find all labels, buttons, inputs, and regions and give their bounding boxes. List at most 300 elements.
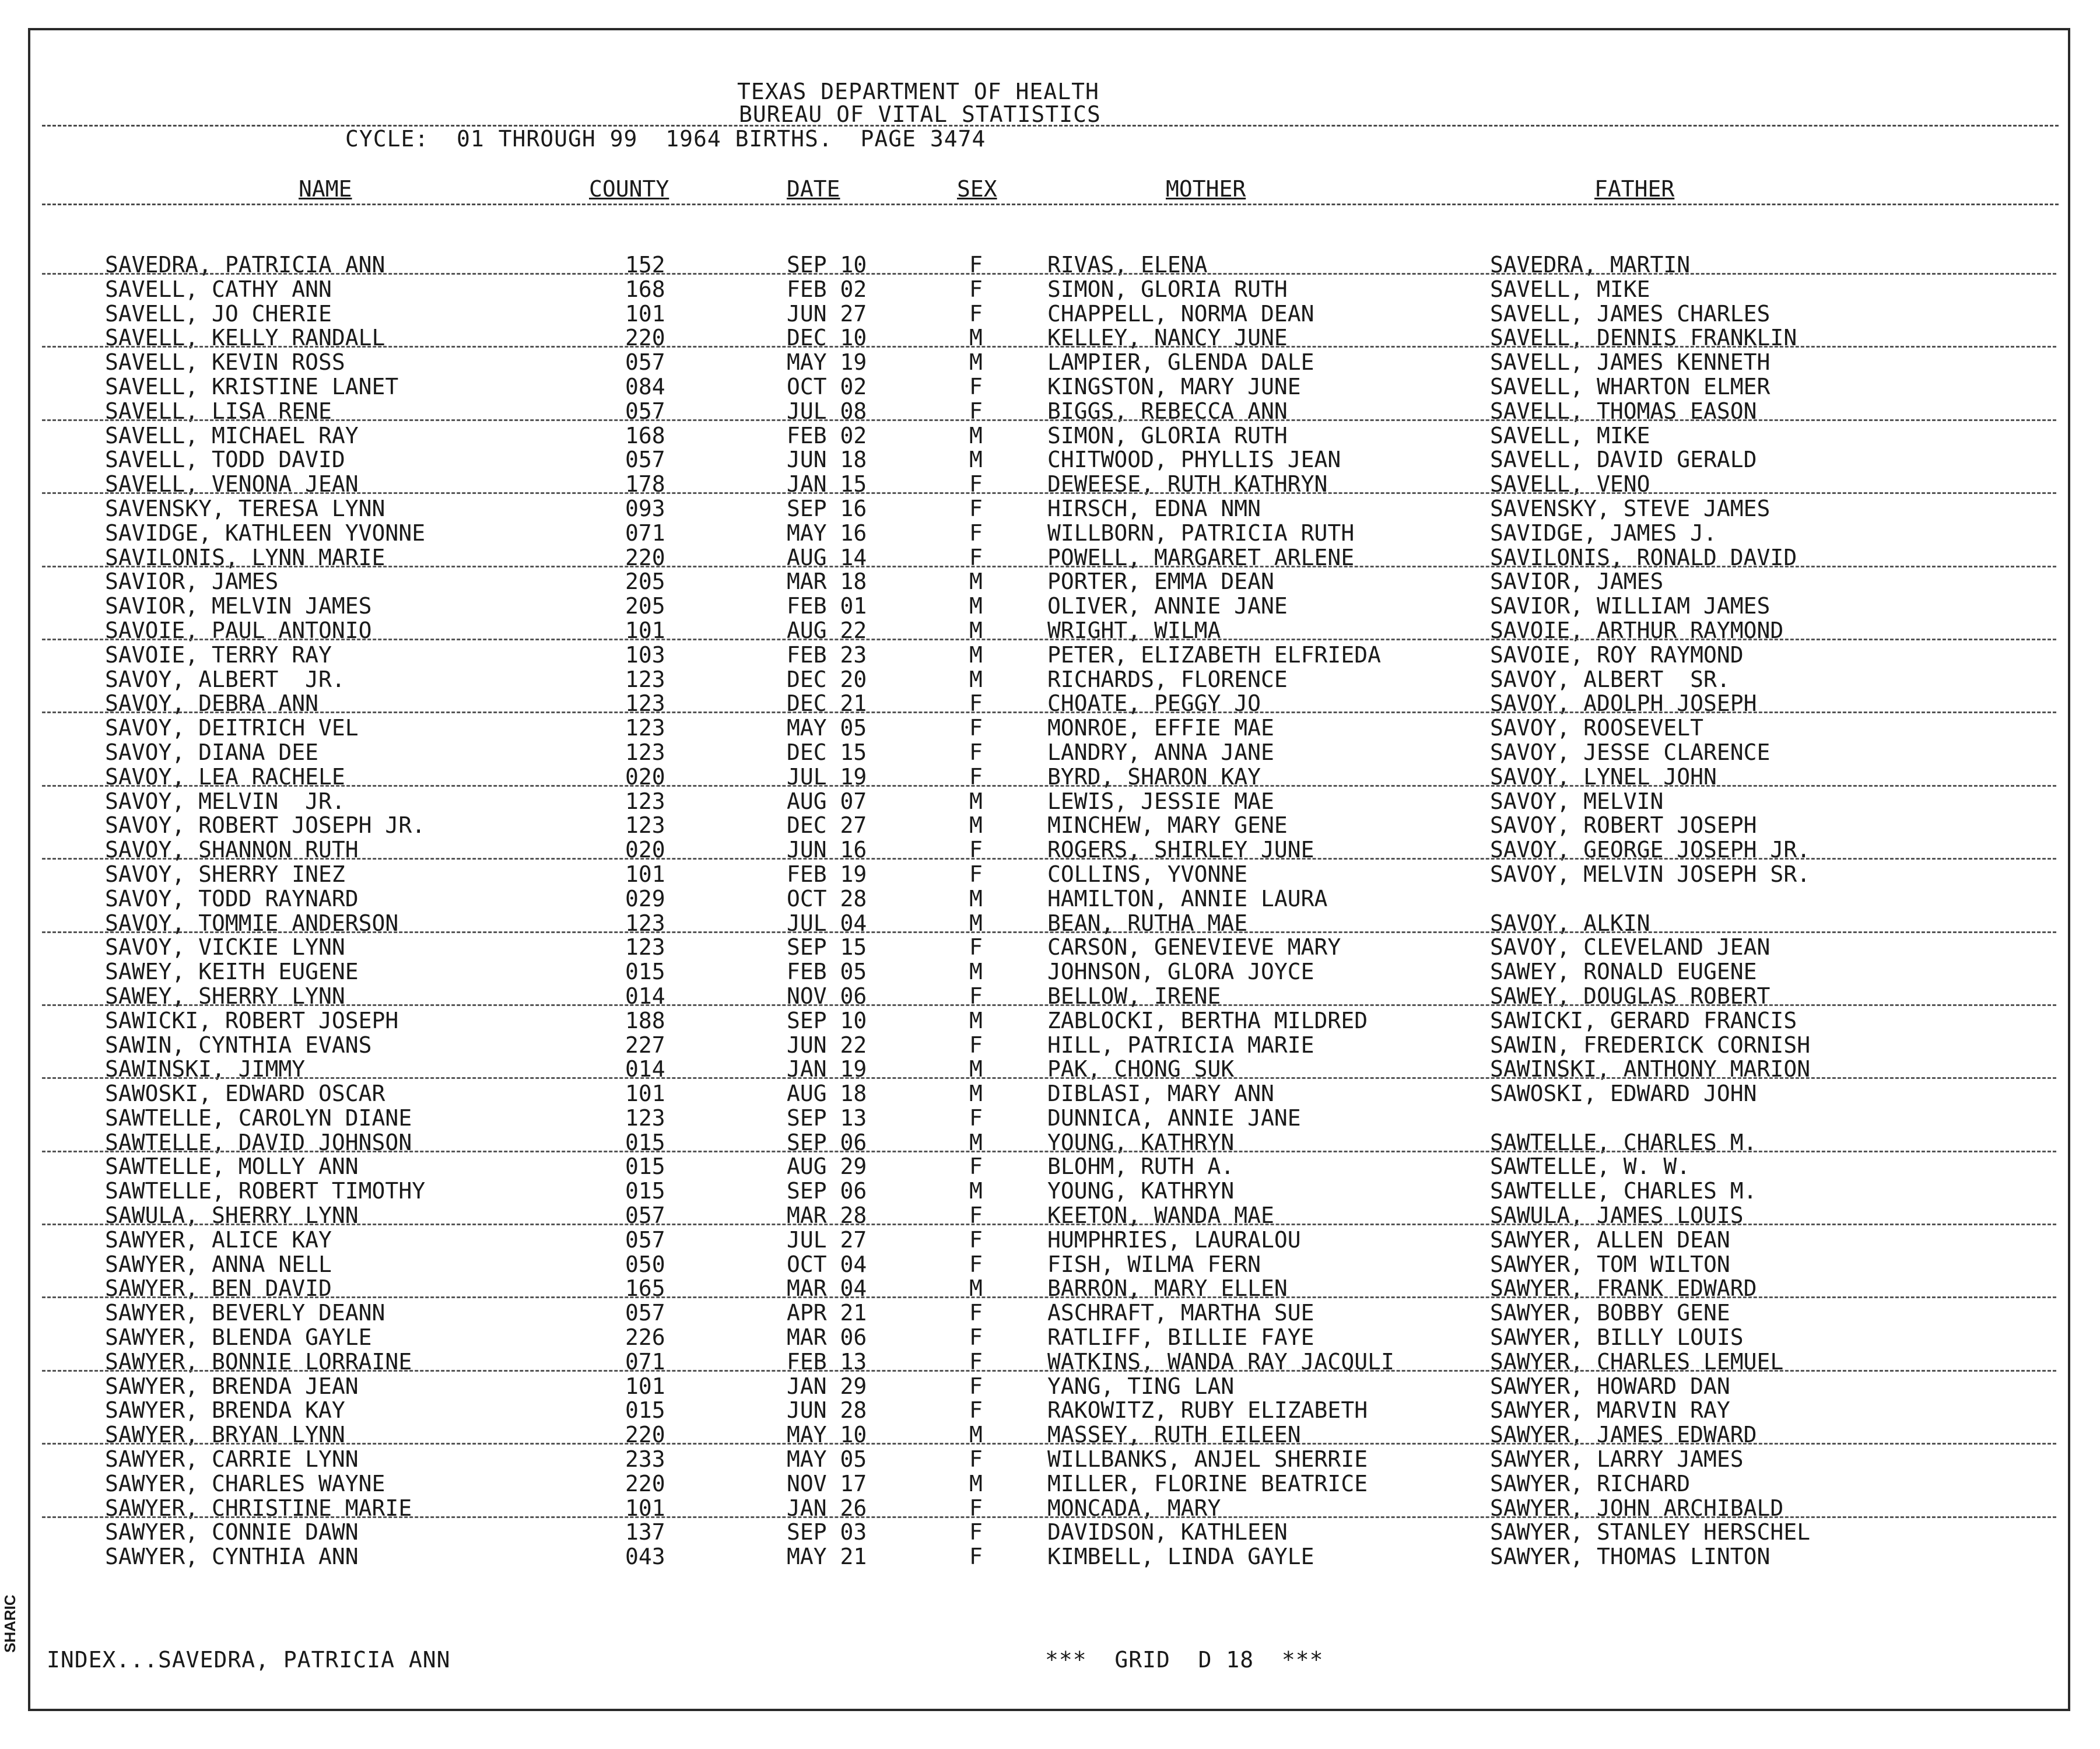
record-sex: F bbox=[969, 520, 983, 546]
record-name: SAWTELLE, ROBERT TIMOTHY bbox=[105, 1178, 426, 1204]
record-county: 015 bbox=[625, 1129, 665, 1155]
record-date: FEB 02 bbox=[787, 276, 867, 302]
record-row bbox=[30, 790, 2068, 814]
record-date: JUN 27 bbox=[787, 300, 867, 327]
record-county: 084 bbox=[625, 373, 665, 399]
record-mother: DUNNICA, ANNIE JANE bbox=[1047, 1105, 1301, 1131]
record-row bbox=[30, 1033, 2068, 1058]
record-mother: KIMBELL, LINDA GAYLE bbox=[1047, 1544, 1314, 1570]
record-row bbox=[30, 1326, 2068, 1350]
record-row bbox=[30, 765, 2068, 790]
record-name: SAWYER, ANNA NELL bbox=[105, 1251, 332, 1277]
record-county: 123 bbox=[625, 666, 665, 692]
record-sex: F bbox=[969, 1251, 983, 1277]
record-name: SAVOY, ALBERT JR. bbox=[105, 666, 345, 692]
record-row bbox=[30, 887, 2068, 912]
record-father: SAWYER, LARRY JAMES bbox=[1490, 1446, 1744, 1473]
record-row bbox=[30, 1375, 2068, 1399]
record-county: 123 bbox=[625, 812, 665, 839]
record-name: SAVOY, TOMMIE ANDERSON bbox=[105, 910, 399, 936]
record-father: SAVOY, ROBERT JOSEPH bbox=[1490, 812, 1757, 839]
record-name: SAWYER, CHARLES WAYNE bbox=[105, 1470, 385, 1496]
record-date: JAN 15 bbox=[787, 471, 867, 497]
record-sex: F bbox=[969, 715, 983, 741]
record-sex: M bbox=[969, 422, 983, 448]
record-county: 014 bbox=[625, 1056, 665, 1082]
record-sex: M bbox=[969, 325, 983, 351]
column-header-rule bbox=[42, 204, 2059, 205]
record-mother: MONROE, EFFIE MAE bbox=[1047, 715, 1274, 741]
record-row bbox=[30, 692, 2068, 716]
record-row bbox=[30, 253, 2068, 278]
record-mother: OLIVER, ANNIE JANE bbox=[1047, 593, 1288, 619]
record-name: SAVELL, KEVIN ROSS bbox=[105, 349, 345, 376]
record-county: 123 bbox=[625, 715, 665, 741]
record-father: SAVIOR, JAMES bbox=[1490, 569, 1664, 595]
record-date: OCT 28 bbox=[787, 885, 867, 912]
record-father: SAWYER, THOMAS LINTON bbox=[1490, 1544, 1771, 1570]
record-date: JUN 28 bbox=[787, 1397, 867, 1424]
record-mother: ROGERS, SHIRLEY JUNE bbox=[1047, 837, 1314, 863]
record-father: SAVOY, ROOSEVELT bbox=[1490, 715, 1704, 741]
record-father: SAWYER, FRANK EDWARD bbox=[1490, 1275, 1757, 1302]
record-county: 014 bbox=[625, 983, 665, 1009]
record-row bbox=[30, 814, 2068, 838]
record-mother: DEWEESE, RUTH KATHRYN bbox=[1047, 471, 1328, 497]
record-date: NOV 17 bbox=[787, 1470, 867, 1496]
record-father: SAVELL, MIKE bbox=[1490, 276, 1650, 302]
record-mother: WILLBANKS, ANJEL SHERRIE bbox=[1047, 1446, 1368, 1473]
record-sex: M bbox=[969, 959, 983, 985]
record-row bbox=[30, 619, 2068, 643]
record-sex: M bbox=[969, 569, 983, 595]
record-name: SAVOY, LEA RACHELE bbox=[105, 763, 345, 790]
record-mother: MILLER, FLORINE BEATRICE bbox=[1047, 1470, 1368, 1496]
record-mother: ZABLOCKI, BERTHA MILDRED bbox=[1047, 1007, 1368, 1033]
record-row bbox=[30, 1179, 2068, 1204]
record-county: 178 bbox=[625, 471, 665, 497]
record-mother: BELLOW, IRENE bbox=[1047, 983, 1221, 1009]
record-name: SAVOY, MELVIN JR. bbox=[105, 788, 345, 814]
record-date: SEP 16 bbox=[787, 495, 867, 521]
record-date: SEP 10 bbox=[787, 252, 867, 278]
record-date: JUN 18 bbox=[787, 447, 867, 473]
record-county: 165 bbox=[625, 1275, 665, 1302]
record-sex: M bbox=[969, 1422, 983, 1448]
record-date: SEP 10 bbox=[787, 1007, 867, 1033]
record-mother: SIMON, GLORIA RUTH bbox=[1047, 422, 1288, 448]
record-row bbox=[30, 838, 2068, 863]
record-row bbox=[30, 1106, 2068, 1131]
record-row bbox=[30, 935, 2068, 960]
column-header-mother: MOTHER bbox=[1166, 176, 1246, 202]
record-row bbox=[30, 1009, 2068, 1033]
record-father: SAWINSKI, ANTHONY MARION bbox=[1490, 1056, 1811, 1082]
record-mother: CHAPPELL, NORMA DEAN bbox=[1047, 300, 1314, 327]
record-mother: RICHARDS, FLORENCE bbox=[1047, 666, 1288, 692]
record-sex: F bbox=[969, 1373, 983, 1399]
record-name: SAVENSKY, TERESA LYNN bbox=[105, 495, 385, 521]
record-county: 152 bbox=[625, 252, 665, 278]
record-sex: F bbox=[969, 1226, 983, 1253]
record-date: MAY 19 bbox=[787, 349, 867, 376]
record-name: SAWYER, BRENDA KAY bbox=[105, 1397, 345, 1424]
record-row bbox=[30, 448, 2068, 472]
record-mother: JOHNSON, GLORA JOYCE bbox=[1047, 959, 1314, 985]
record-county: 015 bbox=[625, 1154, 665, 1180]
record-sex: F bbox=[969, 1519, 983, 1545]
record-sex: F bbox=[969, 1446, 983, 1473]
record-date: SEP 15 bbox=[787, 934, 867, 961]
record-county: 015 bbox=[625, 959, 665, 985]
record-mother: YOUNG, KATHRYN bbox=[1047, 1129, 1235, 1155]
record-sex: M bbox=[969, 666, 983, 692]
record-father: SAVILONIS, RONALD DAVID bbox=[1490, 544, 1797, 570]
record-father: SAVOY, MELVIN bbox=[1490, 788, 1664, 814]
record-county: 029 bbox=[625, 885, 665, 912]
index-footer: INDEX...SAVEDRA, PATRICIA ANN bbox=[47, 1647, 451, 1673]
record-name: SAVIOR, MELVIN JAMES bbox=[105, 593, 372, 619]
record-name: SAWEY, KEITH EUGENE bbox=[105, 959, 359, 985]
record-sex: M bbox=[969, 788, 983, 814]
record-county: 220 bbox=[625, 1470, 665, 1496]
record-sex: F bbox=[969, 1544, 983, 1570]
record-mother: MASSEY, RUTH EILEEN bbox=[1047, 1422, 1301, 1448]
record-county: 205 bbox=[625, 569, 665, 595]
record-name: SAWYER, BEN DAVID bbox=[105, 1275, 332, 1302]
side-mark: SHARIC bbox=[1, 1594, 19, 1653]
record-row bbox=[30, 302, 2068, 327]
record-mother: BEAN, RUTHA MAE bbox=[1047, 910, 1248, 936]
record-mother: BLOHM, RUTH A. bbox=[1047, 1154, 1235, 1180]
record-sex: F bbox=[969, 739, 983, 765]
record-row bbox=[30, 350, 2068, 375]
record-date: MAY 10 bbox=[787, 1422, 867, 1448]
record-date: JUL 04 bbox=[787, 910, 867, 936]
record-row bbox=[30, 1472, 2068, 1496]
record-sex: M bbox=[969, 447, 983, 473]
record-name: SAVOIE, TERRY RAY bbox=[105, 642, 332, 668]
record-row bbox=[30, 1520, 2068, 1545]
bureau-title: BUREAU OF VITAL STATISTICS bbox=[739, 101, 1101, 127]
record-county: 043 bbox=[625, 1544, 665, 1570]
record-mother: BYRD, SHARON KAY bbox=[1047, 763, 1261, 790]
record-name: SAWULA, SHERRY LYNN bbox=[105, 1203, 359, 1229]
record-county: 057 bbox=[625, 1226, 665, 1253]
record-father: SAVELL, MIKE bbox=[1490, 422, 1650, 448]
record-name: SAVELL, KELLY RANDALL bbox=[105, 325, 385, 351]
record-county: 101 bbox=[625, 300, 665, 327]
record-sex: F bbox=[969, 373, 983, 399]
record-father: SAWYER, STANLEY HERSCHEL bbox=[1490, 1519, 1811, 1545]
record-county: 233 bbox=[625, 1446, 665, 1473]
record-name: SAVILONIS, LYNN MARIE bbox=[105, 544, 385, 570]
record-name: SAWYER, CYNTHIA ANN bbox=[105, 1544, 359, 1570]
record-date: DEC 21 bbox=[787, 691, 867, 717]
record-mother: HAMILTON, ANNIE LAURA bbox=[1047, 885, 1328, 912]
record-sex: F bbox=[969, 1348, 983, 1375]
record-county: 123 bbox=[625, 934, 665, 961]
record-sex: F bbox=[969, 837, 983, 863]
record-date: JAN 29 bbox=[787, 1373, 867, 1399]
record-father: SAWYER, ALLEN DEAN bbox=[1490, 1226, 1730, 1253]
record-date: SEP 06 bbox=[787, 1178, 867, 1204]
grid-footer: *** GRID D 18 *** bbox=[1045, 1647, 1324, 1673]
record-date: AUG 22 bbox=[787, 617, 867, 643]
record-sex: F bbox=[969, 1324, 983, 1351]
record-date: MAY 21 bbox=[787, 1544, 867, 1570]
record-county: 220 bbox=[625, 1422, 665, 1448]
record-father: SAVOY, MELVIN JOSEPH SR. bbox=[1490, 861, 1811, 887]
record-row bbox=[30, 741, 2068, 765]
record-father: SAWICKI, GERARD FRANCIS bbox=[1490, 1007, 1797, 1033]
record-county: 226 bbox=[625, 1324, 665, 1351]
record-date: MAR 04 bbox=[787, 1275, 867, 1302]
record-father: SAWYER, RICHARD bbox=[1490, 1470, 1691, 1496]
record-mother: MONCADA, MARY bbox=[1047, 1495, 1221, 1521]
record-county: 071 bbox=[625, 520, 665, 546]
record-date: SEP 06 bbox=[787, 1129, 867, 1155]
record-county: 101 bbox=[625, 1373, 665, 1399]
record-father: SAVELL, JAMES CHARLES bbox=[1490, 300, 1771, 327]
record-father: SAVELL, WHARTON ELMER bbox=[1490, 373, 1771, 399]
record-row bbox=[30, 278, 2068, 302]
record-name: SAVOY, VICKIE LYNN bbox=[105, 934, 345, 961]
record-date: SEP 13 bbox=[787, 1105, 867, 1131]
record-county: 071 bbox=[625, 1348, 665, 1375]
record-father: SAVOIE, ARTHUR RAYMOND bbox=[1490, 617, 1784, 643]
record-father: SAVELL, DAVID GERALD bbox=[1490, 447, 1757, 473]
record-name: SAWYER, CARRIE LYNN bbox=[105, 1446, 359, 1473]
record-row bbox=[30, 863, 2068, 887]
record-mother: BARRON, MARY ELLEN bbox=[1047, 1275, 1288, 1302]
record-county: 123 bbox=[625, 1105, 665, 1131]
record-mother: LEWIS, JESSIE MAE bbox=[1047, 788, 1274, 814]
record-sex: M bbox=[969, 642, 983, 668]
record-row bbox=[30, 1277, 2068, 1301]
record-father: SAVOY, GEORGE JOSEPH JR. bbox=[1490, 837, 1811, 863]
record-county: 103 bbox=[625, 642, 665, 668]
record-sex: F bbox=[969, 1203, 983, 1229]
record-father: SAWYER, BOBBY GENE bbox=[1490, 1300, 1730, 1326]
record-date: OCT 04 bbox=[787, 1251, 867, 1277]
record-father: SAVOY, ALKIN bbox=[1490, 910, 1650, 936]
record-county: 188 bbox=[625, 1007, 665, 1033]
record-sex: F bbox=[969, 1495, 983, 1521]
record-date: JUL 08 bbox=[787, 398, 867, 424]
record-mother: LAMPIER, GLENDA DALE bbox=[1047, 349, 1314, 376]
record-father: SAWTELLE, W. W. bbox=[1490, 1154, 1691, 1180]
record-name: SAVOY, DEITRICH VEL bbox=[105, 715, 359, 741]
record-sex: F bbox=[969, 934, 983, 961]
record-county: 168 bbox=[625, 276, 665, 302]
record-mother: BIGGS, REBECCA ANN bbox=[1047, 398, 1288, 424]
record-mother: COLLINS, YVONNE bbox=[1047, 861, 1248, 887]
record-date: JUL 27 bbox=[787, 1226, 867, 1253]
record-name: SAVOY, SHANNON RUTH bbox=[105, 837, 359, 863]
record-row bbox=[30, 1155, 2068, 1179]
record-date: MAR 18 bbox=[787, 569, 867, 595]
record-mother: RAKOWITZ, RUBY ELIZABETH bbox=[1047, 1397, 1368, 1424]
record-date: DEC 15 bbox=[787, 739, 867, 765]
record-row bbox=[30, 472, 2068, 497]
record-county: 020 bbox=[625, 763, 665, 790]
record-sex: F bbox=[969, 300, 983, 327]
column-header-county: COUNTY bbox=[589, 176, 669, 202]
record-date: FEB 13 bbox=[787, 1348, 867, 1375]
record-name: SAVOY, TODD RAYNARD bbox=[105, 885, 359, 912]
record-name: SAWYER, BRENDA JEAN bbox=[105, 1373, 359, 1399]
record-row bbox=[30, 1131, 2068, 1155]
record-county: 050 bbox=[625, 1251, 665, 1277]
record-name: SAVOY, DEBRA ANN bbox=[105, 691, 319, 717]
record-row bbox=[30, 521, 2068, 546]
record-county: 057 bbox=[625, 447, 665, 473]
record-row bbox=[30, 1447, 2068, 1472]
column-header-name: NAME bbox=[299, 176, 352, 202]
record-date: AUG 14 bbox=[787, 544, 867, 570]
record-name: SAWYER, BRYAN LYNN bbox=[105, 1422, 345, 1448]
record-mother: KEETON, WANDA MAE bbox=[1047, 1203, 1274, 1229]
record-date: JUN 22 bbox=[787, 1032, 867, 1058]
record-date: APR 21 bbox=[787, 1300, 867, 1326]
record-name: SAVEDRA, PATRICIA ANN bbox=[105, 252, 385, 278]
cycle-line: CYCLE: 01 THROUGH 99 1964 BIRTHS. PAGE 3474 bbox=[345, 126, 986, 152]
record-father: SAVENSKY, STEVE JAMES bbox=[1490, 495, 1771, 521]
record-father: SAWYER, JOHN ARCHIBALD bbox=[1490, 1495, 1784, 1521]
record-row bbox=[30, 716, 2068, 741]
record-county: 205 bbox=[625, 593, 665, 619]
record-county: 101 bbox=[625, 1495, 665, 1521]
record-county: 015 bbox=[625, 1397, 665, 1424]
record-row bbox=[30, 570, 2068, 594]
record-name: SAVELL, KRISTINE LANET bbox=[105, 373, 399, 399]
record-sex: M bbox=[969, 593, 983, 619]
record-father: SAVELL, DENNIS FRANKLIN bbox=[1490, 325, 1797, 351]
record-name: SAVELL, CATHY ANN bbox=[105, 276, 332, 302]
record-date: DEC 20 bbox=[787, 666, 867, 692]
record-date: FEB 19 bbox=[787, 861, 867, 887]
record-sex: M bbox=[969, 910, 983, 936]
record-sex: M bbox=[969, 812, 983, 839]
record-sex: F bbox=[969, 252, 983, 278]
record-name: SAVELL, JO CHERIE bbox=[105, 300, 332, 327]
record-father: SAWYER, TOM WILTON bbox=[1490, 1251, 1730, 1277]
record-mother: CARSON, GENEVIEVE MARY bbox=[1047, 934, 1341, 961]
record-county: 020 bbox=[625, 837, 665, 863]
record-name: SAVELL, VENONA JEAN bbox=[105, 471, 359, 497]
record-name: SAWYER, BONNIE LORRAINE bbox=[105, 1348, 412, 1375]
record-name: SAWYER, BLENDA GAYLE bbox=[105, 1324, 372, 1351]
record-name: SAWIN, CYNTHIA EVANS bbox=[105, 1032, 372, 1058]
record-father: SAWEY, RONALD EUGENE bbox=[1490, 959, 1757, 985]
record-row bbox=[30, 1253, 2068, 1277]
record-date: DEC 10 bbox=[787, 325, 867, 351]
record-mother: DIBLASI, MARY ANN bbox=[1047, 1081, 1274, 1107]
record-county: 123 bbox=[625, 788, 665, 814]
record-father: SAVIDGE, JAMES J. bbox=[1490, 520, 1717, 546]
record-row bbox=[30, 375, 2068, 399]
column-header-date: DATE bbox=[787, 176, 840, 202]
record-name: SAVIOR, JAMES bbox=[105, 569, 279, 595]
record-name: SAWINSKI, JIMMY bbox=[105, 1056, 306, 1082]
record-father: SAWYER, MARVIN RAY bbox=[1490, 1397, 1730, 1424]
document-page bbox=[28, 28, 2070, 1711]
record-row bbox=[30, 594, 2068, 619]
record-mother: PAK, CHONG SUK bbox=[1047, 1056, 1235, 1082]
record-mother: HIRSCH, EDNA NMN bbox=[1047, 495, 1261, 521]
record-date: FEB 02 bbox=[787, 422, 867, 448]
record-name: SAWEY, SHERRY LYNN bbox=[105, 983, 345, 1009]
record-sex: F bbox=[969, 861, 983, 887]
record-father: SAWIN, FREDERICK CORNISH bbox=[1490, 1032, 1811, 1058]
record-name: SAWTELLE, DAVID JOHNSON bbox=[105, 1129, 412, 1155]
record-mother: YOUNG, KATHRYN bbox=[1047, 1178, 1235, 1204]
record-father: SAVELL, THOMAS EASON bbox=[1490, 398, 1757, 424]
record-date: FEB 23 bbox=[787, 642, 867, 668]
header-rule bbox=[42, 125, 2059, 127]
record-row bbox=[30, 1082, 2068, 1106]
record-county: 057 bbox=[625, 1300, 665, 1326]
record-father: SAVOIE, ROY RAYMOND bbox=[1490, 642, 1744, 668]
record-sex: F bbox=[969, 544, 983, 570]
record-county: 015 bbox=[625, 1178, 665, 1204]
record-row bbox=[30, 1496, 2068, 1521]
record-row bbox=[30, 424, 2068, 448]
record-row bbox=[30, 960, 2068, 984]
record-father: SAVEDRA, MARTIN bbox=[1490, 252, 1691, 278]
record-mother: POWELL, MARGARET ARLENE bbox=[1047, 544, 1355, 570]
record-sex: M bbox=[969, 1470, 983, 1496]
record-sex: M bbox=[969, 885, 983, 912]
record-county: 137 bbox=[625, 1519, 665, 1545]
record-name: SAVOIE, PAUL ANTONIO bbox=[105, 617, 372, 643]
record-father: SAWYER, BILLY LOUIS bbox=[1490, 1324, 1744, 1351]
record-sex: F bbox=[969, 276, 983, 302]
record-sex: F bbox=[969, 1154, 983, 1180]
record-county: 057 bbox=[625, 349, 665, 376]
record-mother: CHOATE, PEGGY JO bbox=[1047, 691, 1261, 717]
record-county: 093 bbox=[625, 495, 665, 521]
record-name: SAWTELLE, MOLLY ANN bbox=[105, 1154, 359, 1180]
record-mother: WATKINS, WANDA RAY JACQULI bbox=[1047, 1348, 1394, 1375]
record-name: SAWYER, BEVERLY DEANN bbox=[105, 1300, 385, 1326]
record-county: 101 bbox=[625, 617, 665, 643]
record-row bbox=[30, 399, 2068, 424]
record-date: JUL 19 bbox=[787, 763, 867, 790]
record-father: SAWYER, JAMES EDWARD bbox=[1490, 1422, 1757, 1448]
record-name: SAVELL, LISA RENE bbox=[105, 398, 332, 424]
record-father: SAWYER, HOWARD DAN bbox=[1490, 1373, 1730, 1399]
record-date: FEB 01 bbox=[787, 593, 867, 619]
record-father: SAVOY, JESSE CLARENCE bbox=[1490, 739, 1771, 765]
record-sex: M bbox=[969, 1007, 983, 1033]
record-sex: F bbox=[969, 763, 983, 790]
record-father: SAVIOR, WILLIAM JAMES bbox=[1490, 593, 1771, 619]
record-row bbox=[30, 1399, 2068, 1423]
record-sex: M bbox=[969, 1275, 983, 1302]
record-row bbox=[30, 984, 2068, 1009]
record-row bbox=[30, 326, 2068, 350]
record-name: SAWTELLE, CAROLYN DIANE bbox=[105, 1105, 412, 1131]
record-sex: F bbox=[969, 1105, 983, 1131]
record-mother: MINCHEW, MARY GENE bbox=[1047, 812, 1288, 839]
record-name: SAWICKI, ROBERT JOSEPH bbox=[105, 1007, 399, 1033]
record-mother: PETER, ELIZABETH ELFRIEDA bbox=[1047, 642, 1381, 668]
record-county: 123 bbox=[625, 739, 665, 765]
record-mother: LANDRY, ANNA JANE bbox=[1047, 739, 1274, 765]
record-father: SAWYER, CHARLES LEMUEL bbox=[1490, 1348, 1784, 1375]
